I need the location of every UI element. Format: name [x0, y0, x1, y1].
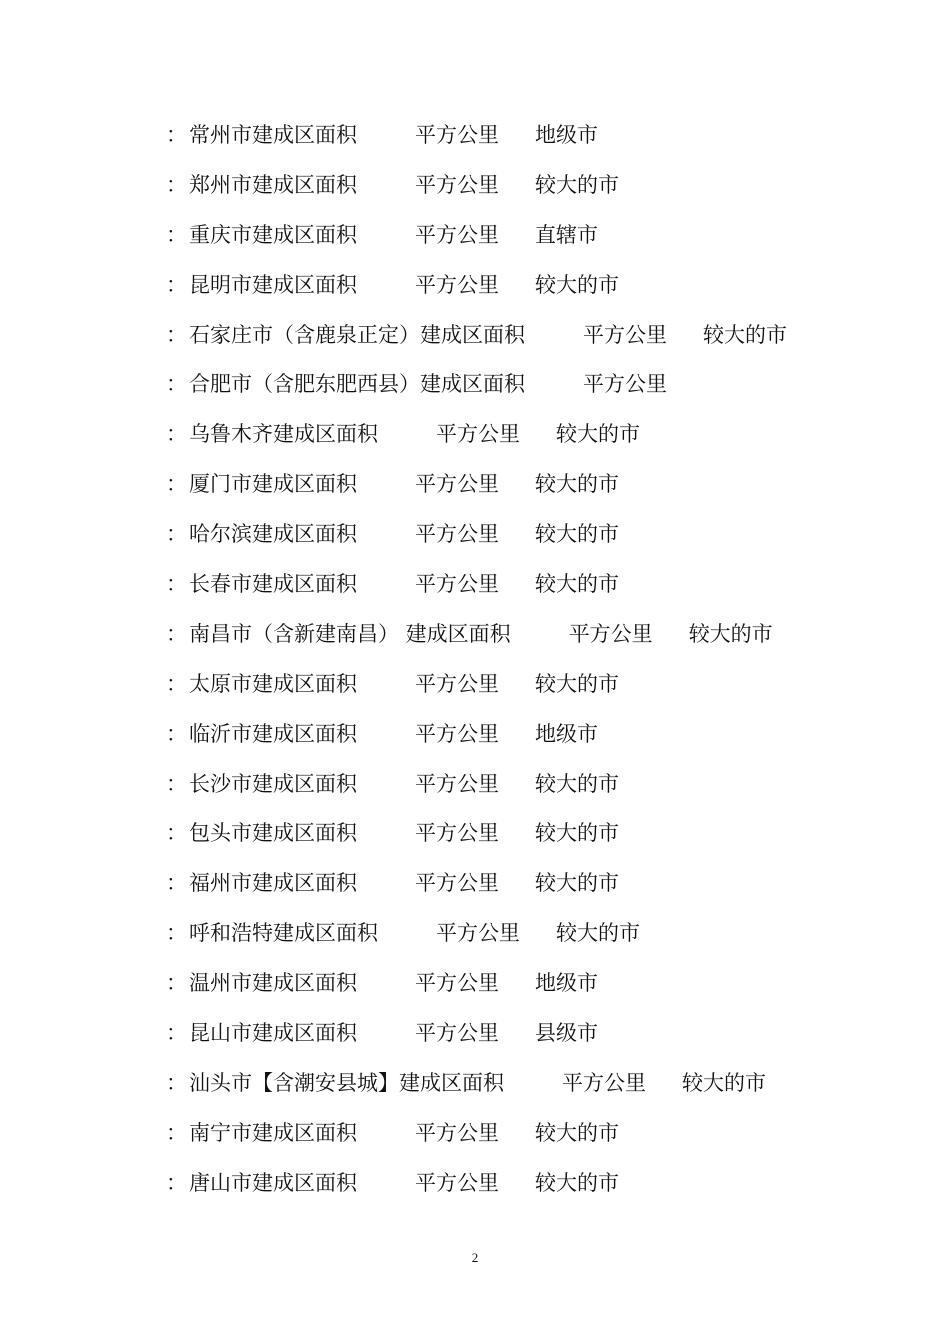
row-city-name: 重庆市建成区面积: [189, 222, 357, 247]
list-item: [160, 510, 880, 560]
row-city-type: 较大的市: [535, 272, 619, 297]
row-city-name: 呼和浩特建成区面积: [189, 921, 378, 946]
row-city-name: 南昌市（含新建南昌） 建成区面积: [189, 621, 511, 646]
row-city-name: 长沙市建成区面积: [189, 771, 357, 796]
list-item: [160, 261, 880, 311]
row-prefix: ：: [166, 871, 187, 896]
row-city-name: 汕头市【含潮安县城】建成区面积: [189, 1070, 504, 1095]
row-city-name: 温州市建成区面积: [189, 971, 357, 996]
list-item: [160, 760, 880, 810]
list-item: [160, 710, 880, 760]
list-item: [160, 560, 880, 610]
list-item: [160, 161, 880, 211]
row-city-type: 较大的市: [688, 621, 773, 646]
row-unit: 平方公里: [415, 771, 499, 796]
row-prefix: ：: [166, 1021, 187, 1046]
row-prefix: ：: [166, 1120, 187, 1145]
list-item: [160, 1159, 880, 1209]
list-item: [160, 959, 880, 1009]
row-prefix: ：: [166, 522, 187, 547]
row-unit: 平方公里: [583, 322, 667, 347]
row-city-name: 昆山市建成区面积: [189, 1021, 357, 1046]
row-unit: 平方公里: [583, 372, 667, 397]
row-city-type: 较大的市: [556, 422, 640, 447]
list-item: [160, 909, 880, 959]
list-item: [160, 311, 880, 361]
list-item: [160, 111, 880, 161]
row-unit: 平方公里: [436, 921, 520, 946]
list-item: [160, 660, 880, 710]
row-city-name: 石家庄市（含鹿泉正定）建成区面积: [189, 322, 525, 347]
list-item: [160, 1109, 880, 1159]
row-prefix: ：: [166, 621, 187, 646]
row-prefix: ：: [166, 422, 187, 447]
row-city-type: 地级市: [535, 971, 598, 996]
row-city-name: 厦门市建成区面积: [189, 472, 357, 497]
row-prefix: ：: [166, 1170, 187, 1195]
row-city-name: 南宁市建成区面积: [189, 1120, 357, 1145]
row-city-type: 较大的市: [682, 1070, 766, 1095]
row-unit: 平方公里: [415, 871, 499, 896]
row-prefix: ：: [166, 472, 187, 497]
row-prefix: ：: [166, 222, 187, 247]
list-item: [160, 1059, 880, 1109]
row-city-name: 临沂市建成区面积: [189, 721, 357, 746]
row-city-name: 郑州市建成区面积: [189, 172, 357, 197]
row-prefix: ：: [166, 721, 187, 746]
row-unit: 平方公里: [415, 1170, 499, 1195]
list-item: [160, 610, 880, 660]
row-city-type: 较大的市: [535, 522, 619, 547]
row-city-type: 较大的市: [535, 472, 619, 497]
row-unit: 平方公里: [415, 172, 499, 197]
row-unit: 平方公里: [415, 721, 499, 746]
row-prefix: ：: [166, 372, 187, 397]
row-city-name: 哈尔滨建成区面积: [189, 522, 357, 547]
row-city-name: 唐山市建成区面积: [189, 1170, 357, 1195]
row-unit: 平方公里: [415, 1120, 499, 1145]
row-city-type: 地级市: [535, 123, 598, 147]
row-unit: 平方公里: [415, 272, 499, 297]
list-item: [160, 809, 880, 859]
row-unit: 平方公里: [562, 1070, 646, 1095]
row-city-type: 较大的市: [535, 821, 619, 846]
row-unit: 平方公里: [415, 671, 499, 696]
row-unit: 平方公里: [415, 222, 499, 247]
row-city-name: 合肥市（含肥东肥西县）建成区面积: [189, 372, 525, 397]
row-unit: 平方公里: [568, 621, 653, 646]
row-prefix: ：: [166, 322, 187, 347]
row-unit: 平方公里: [415, 572, 499, 597]
row-city-type: 较大的市: [535, 671, 619, 696]
row-city-name: 昆明市建成区面积: [189, 272, 357, 297]
row-city-type: 直辖市: [535, 222, 598, 247]
row-unit: 平方公里: [415, 971, 499, 996]
row-unit: 平方公里: [415, 1021, 499, 1046]
row-unit: 平方公里: [415, 472, 499, 497]
row-city-type: 较大的市: [535, 871, 619, 896]
row-prefix: ：: [166, 771, 187, 796]
row-prefix: ：: [166, 272, 187, 297]
list-item: [160, 360, 880, 410]
row-city-type: 较大的市: [535, 172, 619, 197]
row-unit: 平方公里: [415, 522, 499, 547]
row-city-type: 较大的市: [535, 771, 619, 796]
row-unit: 平方公里: [415, 821, 499, 846]
row-prefix: ：: [166, 921, 187, 946]
row-prefix: ：: [166, 1070, 187, 1095]
list-item: [160, 1009, 880, 1059]
row-city-name: 常州市建成区面积: [189, 123, 357, 147]
row-unit: 平方公里: [415, 123, 499, 147]
row-city-type: 县级市: [535, 1021, 598, 1046]
row-city-name: 福州市建成区面积: [189, 871, 357, 896]
row-prefix: ：: [166, 123, 187, 147]
page-number: 2: [471, 1250, 479, 1265]
row-city-type: 较大的市: [556, 921, 640, 946]
row-city-name: 包头市建成区面积: [189, 821, 357, 846]
row-city-type: 地级市: [535, 721, 598, 746]
row-prefix: ：: [166, 172, 187, 197]
list-item: [160, 211, 880, 261]
row-city-type: 较大的市: [535, 1170, 619, 1195]
row-prefix: ：: [166, 671, 187, 696]
row-city-type: 较大的市: [535, 572, 619, 597]
row-city-name: 太原市建成区面积: [189, 671, 357, 696]
list-item: [160, 410, 880, 460]
row-prefix: ：: [166, 572, 187, 597]
row-prefix: ：: [166, 971, 187, 996]
list-item: [160, 859, 880, 909]
row-unit: 平方公里: [436, 422, 520, 447]
row-city-name: 乌鲁木齐建成区面积: [189, 422, 378, 447]
city-area-list: [160, 111, 880, 1209]
list-item: [160, 460, 880, 510]
row-city-name: 长春市建成区面积: [189, 572, 357, 597]
row-city-type: 较大的市: [703, 322, 787, 347]
row-prefix: ：: [166, 821, 187, 846]
row-city-type: 较大的市: [535, 1120, 619, 1145]
